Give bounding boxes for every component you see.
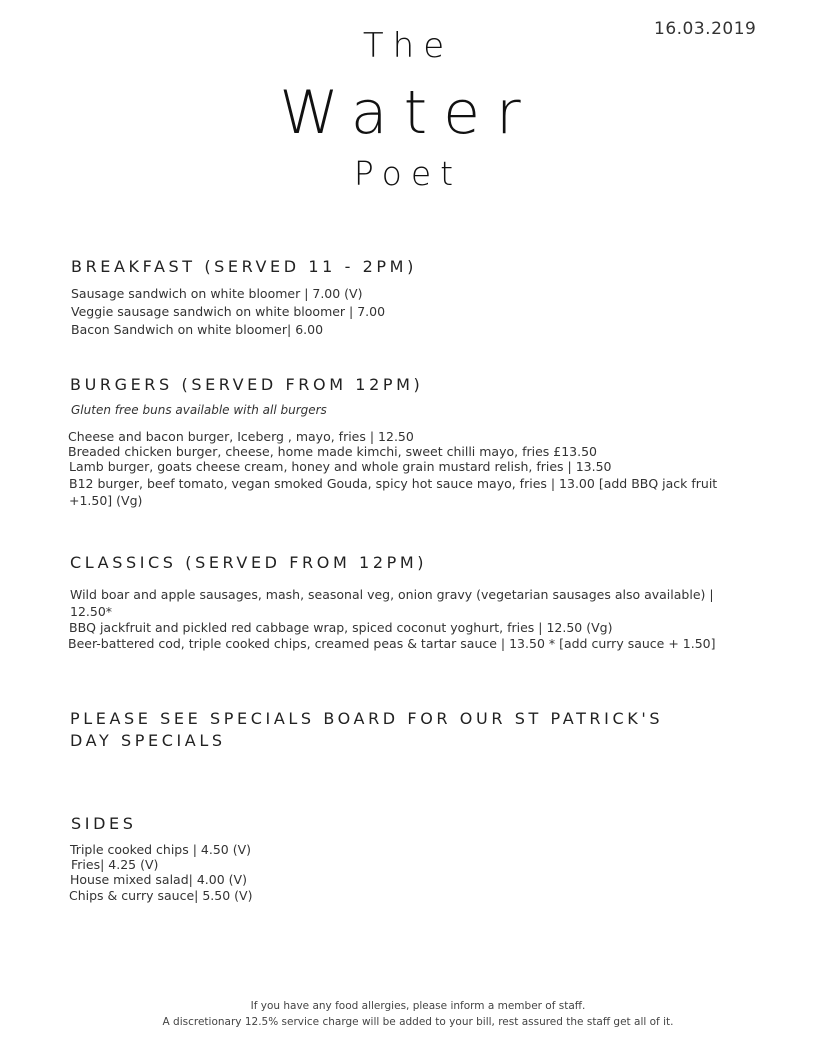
- side-item: Fries| 4.25 (V): [71, 857, 159, 872]
- specials-heading: PLEASE SEE SPECIALS BOARD FOR OUR ST PATRICK'S DAY SPECIALS: [70, 709, 664, 750]
- side-item: Chips & curry sauce| 5.50 (V): [69, 888, 253, 903]
- title-water: Water: [279, 78, 537, 148]
- burger-item: Cheese and bacon burger, Iceberg , mayo, fries | 12.50: [68, 429, 414, 444]
- side-item: House mixed salad| 4.00 (V): [70, 872, 247, 887]
- breakfast-item: Sausage sandwich on white bloomer | 7.00 (V): [71, 286, 363, 301]
- breakfast-heading: BREAKFAST (SERVED 11 - 2PM): [71, 257, 417, 276]
- burgers-note: Gluten free buns available with all burgers: [71, 403, 327, 417]
- classic-item: Beer-battered cod, triple cooked chips, creamed peas & tartar sauce | 13.50 * [add curry sauce + 1.50]: [68, 636, 716, 651]
- breakfast-item: Bacon Sandwich on white bloomer| 6.00: [71, 322, 324, 337]
- burgers-heading: BURGERS (SERVED FROM 12PM): [70, 375, 424, 394]
- side-item: Triple cooked chips | 4.50 (V): [70, 842, 252, 857]
- footer-allergy-note: If you have any food allergies, please inform a member of staff.: [250, 1000, 586, 1012]
- classic-item: BBQ jackfruit and pickled red cabbage wrap, spiced coconut yoghurt, fries | 12.50 (Vg): [69, 620, 613, 635]
- classics-heading: CLASSICS (SERVED FROM 12PM): [70, 553, 428, 572]
- title-poet: Poet: [353, 154, 463, 193]
- burger-item: B12 burger, beef tomato, vegan smoked Gouda, spicy hot sauce mayo, fries | 13.00 [add BBQ jack fruit +1.50] (Vg): [69, 476, 718, 508]
- footer-service-charge: A discretionary 12.5% service charge will be added to your bill, rest assured the staff get all of it.: [162, 1016, 674, 1028]
- classic-item: Wild boar and apple sausages, mash, seasonal veg, onion gravy (vegetarian sausages also available) | 12.50*: [70, 587, 714, 619]
- burger-item: Lamb burger, goats cheese cream, honey and whole grain mustard relish, fries | 13.50: [69, 459, 612, 474]
- sides-heading: SIDES: [71, 814, 137, 833]
- breakfast-item: Veggie sausage sandwich on white bloomer | 7.00: [71, 304, 386, 319]
- title-the: The: [362, 26, 454, 66]
- menu-date: 16.03.2019: [654, 19, 757, 39]
- burger-item: Breaded chicken burger, cheese, home made kimchi, sweet chilli mayo, fries £13.50: [68, 444, 598, 459]
